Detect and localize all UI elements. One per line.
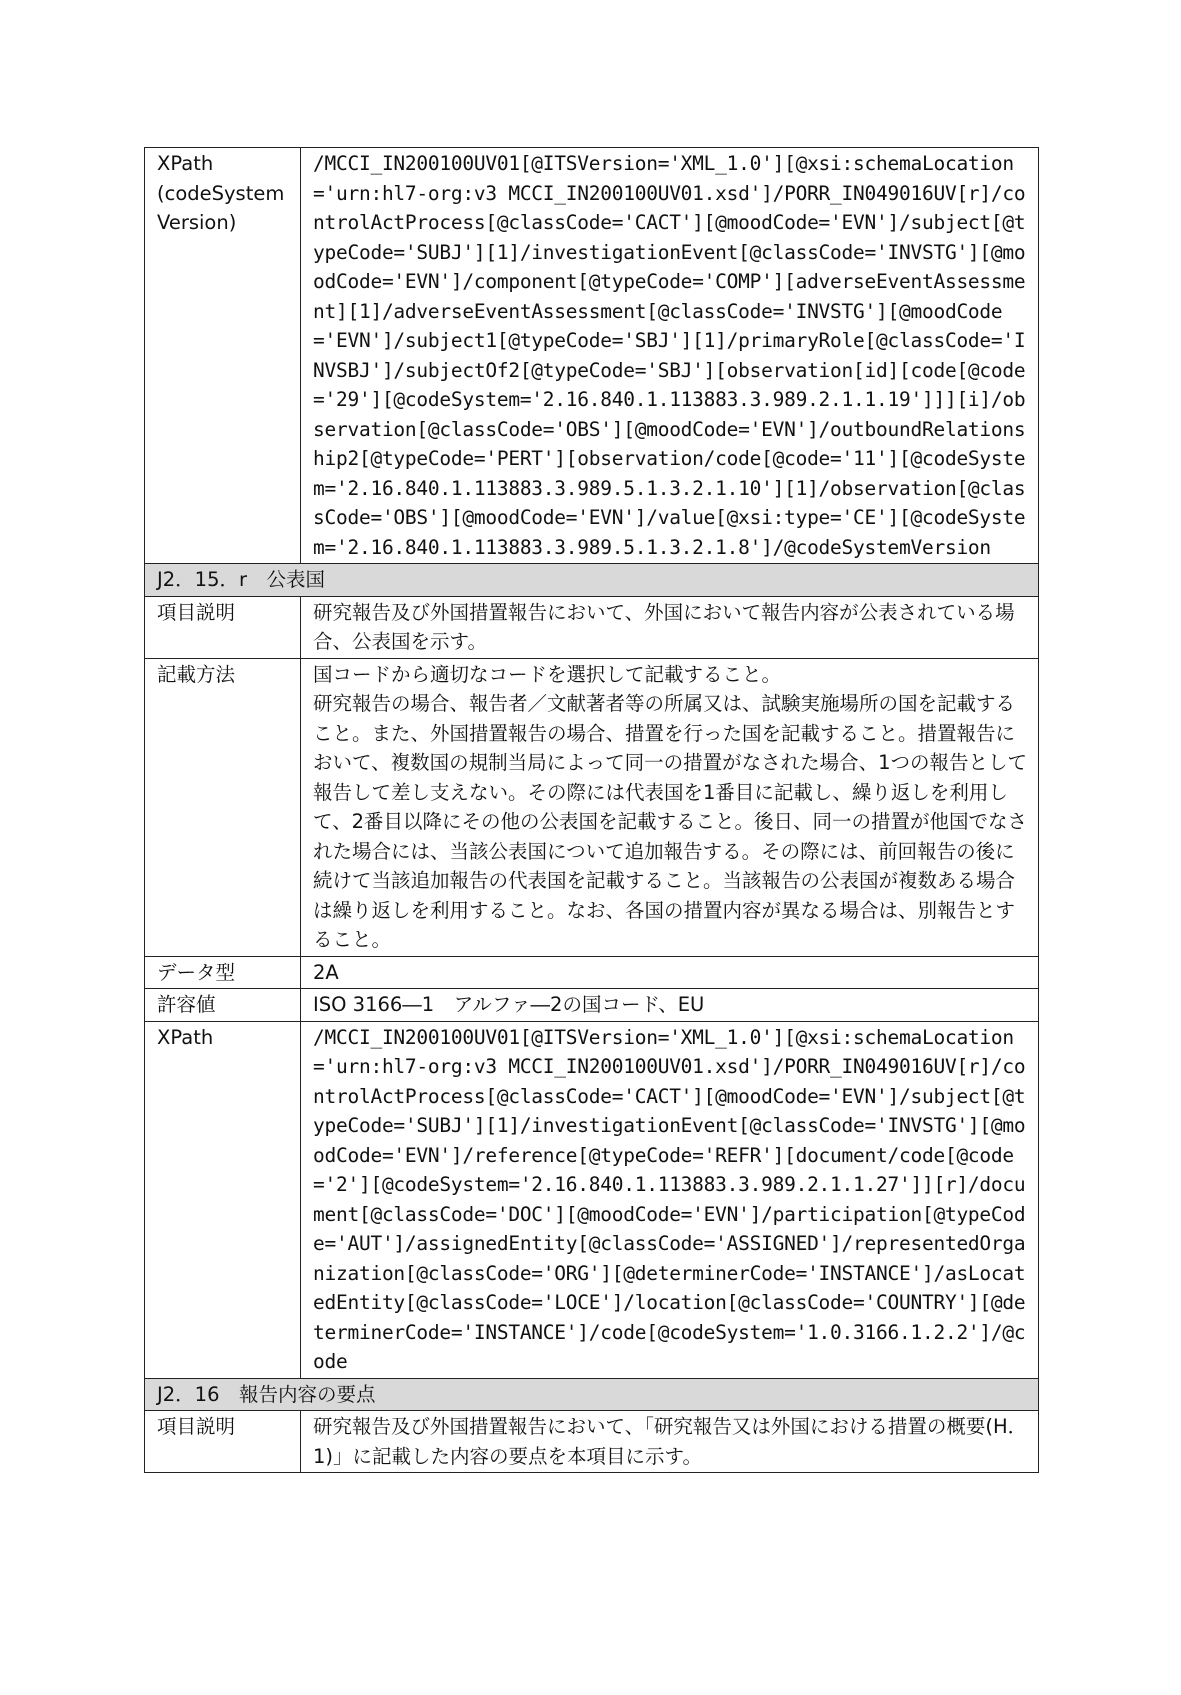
section-header-j2-16	[145, 1378, 1039, 1411]
section-title: J2．15．r 公表国	[145, 564, 1039, 597]
row-label: 記載方法	[145, 658, 301, 956]
row-data-type	[145, 956, 1039, 989]
entry-method-value	[301, 658, 1039, 956]
row-xpath	[145, 1021, 1039, 1378]
section-header-j2-15-r	[145, 564, 1039, 597]
entry-method-line: 研究報告の場合、報告者／文献著者等の所属又は、試験実施場所の国を記載すること。また、外国措置報告の場合、措置を行った国を記載すること。措置報告において、複数国の規制当局によって同一の措置がなされた場合、1つの報告として報告して差し支えない。その際には代表国を1番目に記載し、繰り返しを利用して、2番目以降にその他の公表国を記載すること。後日、同一の措置が他国でなされた場合には、当該公表国について追加報告する。その際には、前回報告の後に続けて当該追加報告の代表国を記載すること。当該報告の公表国が複数ある場合は繰り返しを利用すること。なお、各国の措置内容が異なる場合は、別報告とすること。	[313, 692, 1028, 951]
allowed-values-value: ISO 3166―1 アルファ―2の国コード、EU	[301, 989, 1039, 1022]
xpath-value: /MCCI_IN200100UV01[@ITSVersion='XML_1.0'][@xsi:schemaLocation='urn:hl7-org:v3 MCCI_IN200100UV01.xsd']/PORR_IN049016UV[r]/controlActProcess[@classCode='CACT'][@moodCode='EVN']/subject[@typeCode='SUBJ'][1]/investigationEvent[@classCode='INVSTG'][@moodCode='EVN']/reference[@typeCode='REFR'][document/code[@code='2'][@codeSystem='2.16.840.1.113883.3.989.2.1.1.27']][r]/document[@classCode='DOC'][@moodCode='EVN']/participation[@typeCode='AUT']/assignedEntity[@classCode='ASSIGNED']/representedOrganization[@classCode='ORG'][@determinerCode='INSTANCE']/asLocatedEntity[@classCode='LOCE']/location[@classCode='COUNTRY'][@determinerCode='INSTANCE']/code[@codeSystem='1.0.3166.1.2.2']/@code	[301, 1021, 1039, 1378]
xpath-value: /MCCI_IN200100UV01[@ITSVersion='XML_1.0'][@xsi:schemaLocation='urn:hl7-org:v3 MCCI_IN200100UV01.xsd']/PORR_IN049016UV[r]/controlActProcess[@classCode='CACT'][@moodCode='EVN']/subject[@typeCode='SUBJ'][1]/investigationEvent[@classCode='INVSTG'][@moodCode='EVN']/component[@typeCode='COMP'][adverseEventAssessment][1]/adverseEventAssessment[@classCode='INVSTG'][@moodCode='EVN']/subject1[@typeCode='SBJ'][1]/primaryRole[@classCode='INVSBJ']/subjectOf2[@typeCode='SBJ'][observation[id][code[@code='29'][@codeSystem='2.16.840.1.113883.3.989.2.1.1.19']]][i]/observation[@classCode='OBS'][@moodCode='EVN']/outboundRelationship2[@typeCode='PERT'][observation/code[@code='11'][@codeSystem='2.16.840.1.113883.3.989.5.1.3.2.1.10'][1]/observation[@classCode='OBS'][@moodCode='EVN']/value[@xsi:type='CE'][@codeSystem='2.16.840.1.113883.3.989.5.1.3.2.1.8']/@codeSystemVersion	[301, 148, 1039, 564]
row-label: XPath (codeSystem Version)	[145, 148, 301, 564]
row-label: データ型	[145, 956, 301, 989]
section-title: J2．16 報告内容の要点	[145, 1378, 1039, 1411]
row-entry-method	[145, 658, 1039, 956]
row-label: 項目説明	[145, 596, 301, 658]
row-label: 項目説明	[145, 1411, 301, 1473]
data-type-value: 2A	[301, 956, 1039, 989]
row-item-description	[145, 1411, 1039, 1473]
entry-method-line: 国コードから適切なコードを選択して記載すること。	[313, 662, 782, 686]
row-label: 許容値	[145, 989, 301, 1022]
row-label: XPath	[145, 1021, 301, 1378]
description-value: 研究報告及び外国措置報告において、外国において報告内容が公表されている場合、公表国を示す。	[301, 596, 1039, 658]
row-xpath-codesystem-version	[145, 148, 1039, 564]
description-value: 研究報告及び外国措置報告において、「研究報告又は外国における措置の概要(H．1)」に記載した内容の要点を本項目に示す。	[301, 1411, 1039, 1473]
row-item-description	[145, 596, 1039, 658]
spec-table	[144, 147, 1039, 1473]
row-allowed-values	[145, 989, 1039, 1022]
